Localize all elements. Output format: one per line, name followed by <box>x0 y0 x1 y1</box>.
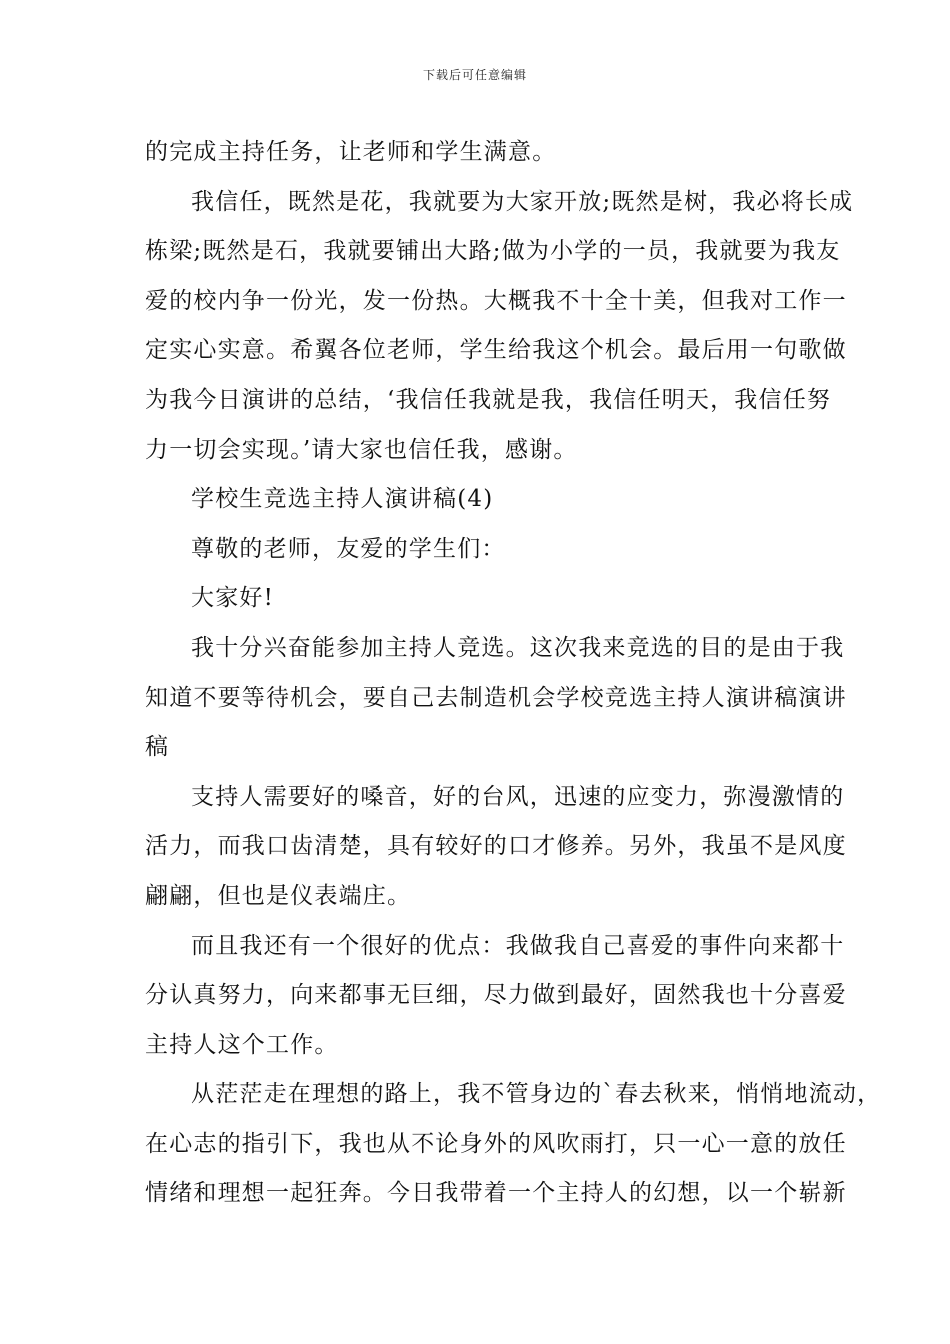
paragraph-start-line: 支持人需要好的嗓音，好的台风，迅速的应变力，弥漫激情的 <box>191 783 845 810</box>
paragraph-start-line: 而且我还有一个很好的优点：我做我自己喜爱的事件向来都十 <box>191 932 845 959</box>
text-line: 分认真努力，向来都事无巨细，尽力做到最好，固然我也十分喜爱 <box>145 982 847 1009</box>
document-body <box>145 128 882 1219</box>
text-line: 爱的校内争一份光，发一份热。大概我不十全十美，但我对工作一 <box>145 287 847 314</box>
text-line: 栋梁;既然是石，我就要铺出大路;做为小学的一员，我就要为我友 <box>145 238 841 265</box>
text-line: 在心志的指引下，我也从不论身外的风吹雨打，只一心一意的放任 <box>145 1130 847 1157</box>
text-line: 活力，而我口齿清楚，具有较好的口才修养。另外，我虽不是风度 <box>145 833 847 860</box>
text-line: 定实心实意。希翼各位老师，学生给我这个机会。最后用一句歌做 <box>145 337 847 364</box>
text-line: 翩翩，但也是仪表端庄。 <box>145 882 412 909</box>
text-line: 稿 <box>145 734 170 761</box>
paragraph-start-line: 从茫茫走在理想的路上，我不管身边的`春去秋来，悄悄地流动， <box>191 1081 882 1108</box>
section-title: 学校生竞选主持人演讲稿(4) <box>191 486 494 513</box>
paragraph-start-line: 我十分兴奋能参加主持人竞选。这次我来竞选的目的是由于我 <box>191 634 845 661</box>
page-header: 下载后可任意编辑 <box>422 68 527 82</box>
text-line: 力一切会实现。’请大家也信任我，感谢。 <box>145 436 578 463</box>
text-line: 的完成主持任务，让老师和学生满意。 <box>145 139 557 165</box>
text-line: 主持人这个工作。 <box>145 1031 339 1058</box>
text-line: 知道不要等待机会，要自己去制造机会学校竞选主持人演讲稿演讲 <box>145 684 847 711</box>
text-line: 情绪和理想一起狂奔。今日我带着一个主持人的幻想，以一个崭新 <box>145 1180 847 1207</box>
salutation: 尊敬的老师，友爱的学生们： <box>191 535 506 562</box>
greeting: 大家好! <box>191 585 275 612</box>
text-line: 为我今日演讲的总结，‘我信任我就是我，我信任明天，我信任努 <box>145 386 832 413</box>
paragraph-start-line: 我信任，既然是花，我就要为大家开放;既然是树，我必将长成 <box>191 188 854 215</box>
